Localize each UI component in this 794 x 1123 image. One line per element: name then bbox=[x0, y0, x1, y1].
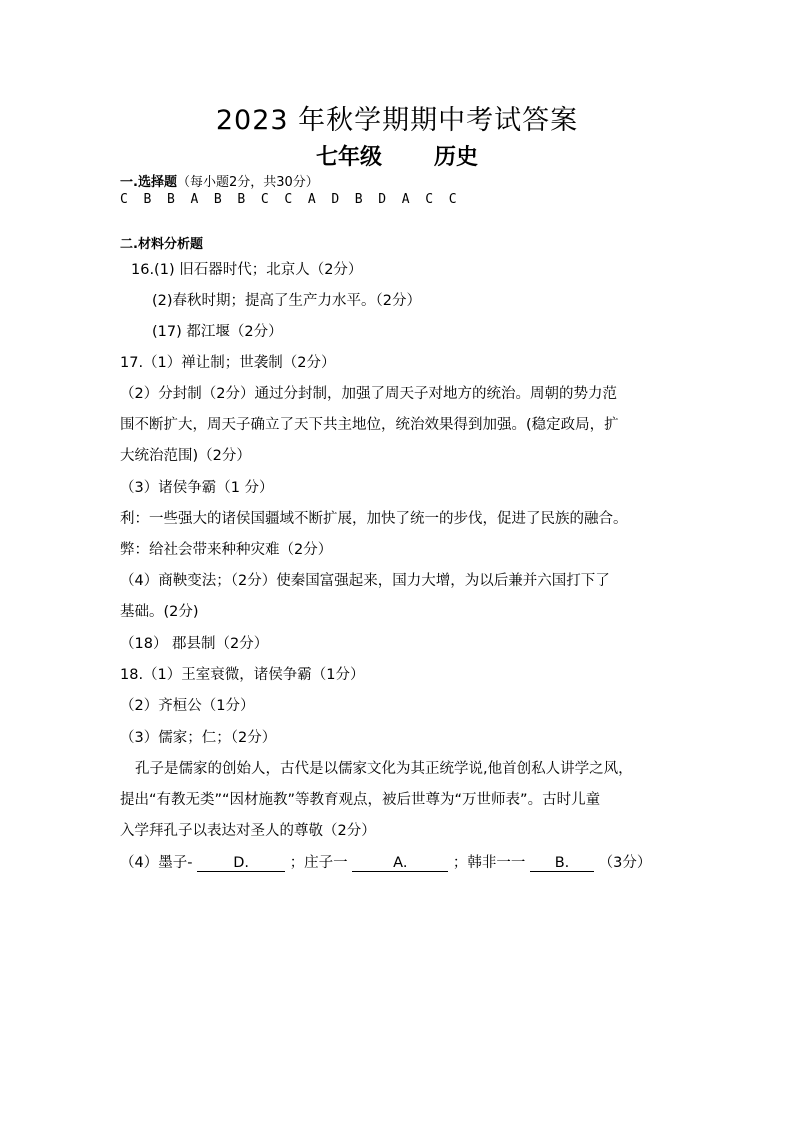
section1-heading-row bbox=[120, 171, 319, 190]
q17-part3: （3）诸侯争霸（1 分） bbox=[120, 480, 274, 496]
q17-part3-pro: 利：一些强大的诸侯国疆域不断扩展，加快了统一的步伐，促进了民族的融合。 bbox=[120, 511, 628, 527]
q18-part4 bbox=[120, 851, 651, 872]
q17-part2-line3: 大统治范围)（2分） bbox=[120, 448, 251, 464]
q18-part4-sep1: ；庄子一 bbox=[289, 855, 348, 871]
q17-part5: （18） 郡县制（2分） bbox=[120, 636, 269, 652]
choice-answers: C B B A B B C C A D B D A C C bbox=[120, 192, 457, 207]
grade-label: 七年级 bbox=[315, 144, 382, 170]
q16-part1: 16.(1) 旧石器时代；北京人（2分） bbox=[131, 262, 363, 278]
section1-note: （每小题2分，共30分） bbox=[176, 175, 319, 190]
q17-part3-con: 弊：给社会带来种种灾难（2分） bbox=[120, 542, 333, 558]
q16-part2: (2)春秋时期；提高了生产力水平。（2分） bbox=[152, 293, 422, 309]
q17-part2-line2: 围不断扩大，周天子确立了天下共主地位，统治效果得到加强。(稳定政局，扩 bbox=[120, 417, 619, 433]
q18-part3-para-line2: 提出“有教无类”“因材施教”等教育观点，被后世尊为“万世师表”。古时儿童 bbox=[120, 792, 601, 808]
q18-part4-blank3: B. bbox=[530, 856, 594, 872]
page-title: 2023 年秋学期期中考试答案 bbox=[215, 105, 579, 136]
q17-part4-line1: （4）商鞅变法；（2分）使秦国富强起来，国力大增，为以后兼并六国打下了 bbox=[120, 573, 610, 589]
q18-part3-para-line3: 入学拜孔子以表达对圣人的尊敬（2分） bbox=[120, 823, 376, 839]
q18-part3-para-line1: 孔子是儒家的创始人，古代是以儒家文化为其正统学说,他首创私人讲学之风， bbox=[135, 761, 633, 777]
q17-part1: 17.（1）禅让制；世袭制（2分） bbox=[120, 355, 336, 371]
q18-part4-score: （3分） bbox=[598, 855, 652, 871]
q18-part2: （2）齐桓公（1分） bbox=[120, 698, 255, 714]
page-subtitle bbox=[0, 140, 794, 171]
q17-part4-line2: 基础。(2分) bbox=[120, 604, 199, 620]
q18-part1: 18.（1）王室衰微，诸侯争霸（1分） bbox=[120, 667, 365, 683]
section2-heading: 二.材料分析题 bbox=[120, 237, 203, 252]
q16-part3: (17) 都江堰（2分） bbox=[152, 324, 283, 340]
q18-part3: （3）儒家；仁；（2分） bbox=[120, 730, 277, 746]
q18-part4-sep2: ；韩非一一 bbox=[452, 855, 526, 871]
q18-part4-label: （4）墨子- bbox=[120, 855, 193, 871]
q17-part2-line1: （2）分封制（2分）通过分封制，加强了周天子对地方的统治。周朝的势力范 bbox=[120, 386, 617, 402]
subject-label: 历史 bbox=[434, 144, 479, 170]
q18-part4-blank1: D. bbox=[197, 856, 285, 872]
q18-part4-blank2: A. bbox=[352, 856, 448, 872]
section2-heading-row bbox=[120, 233, 203, 252]
section1-heading: 一.选择题 bbox=[120, 175, 177, 190]
